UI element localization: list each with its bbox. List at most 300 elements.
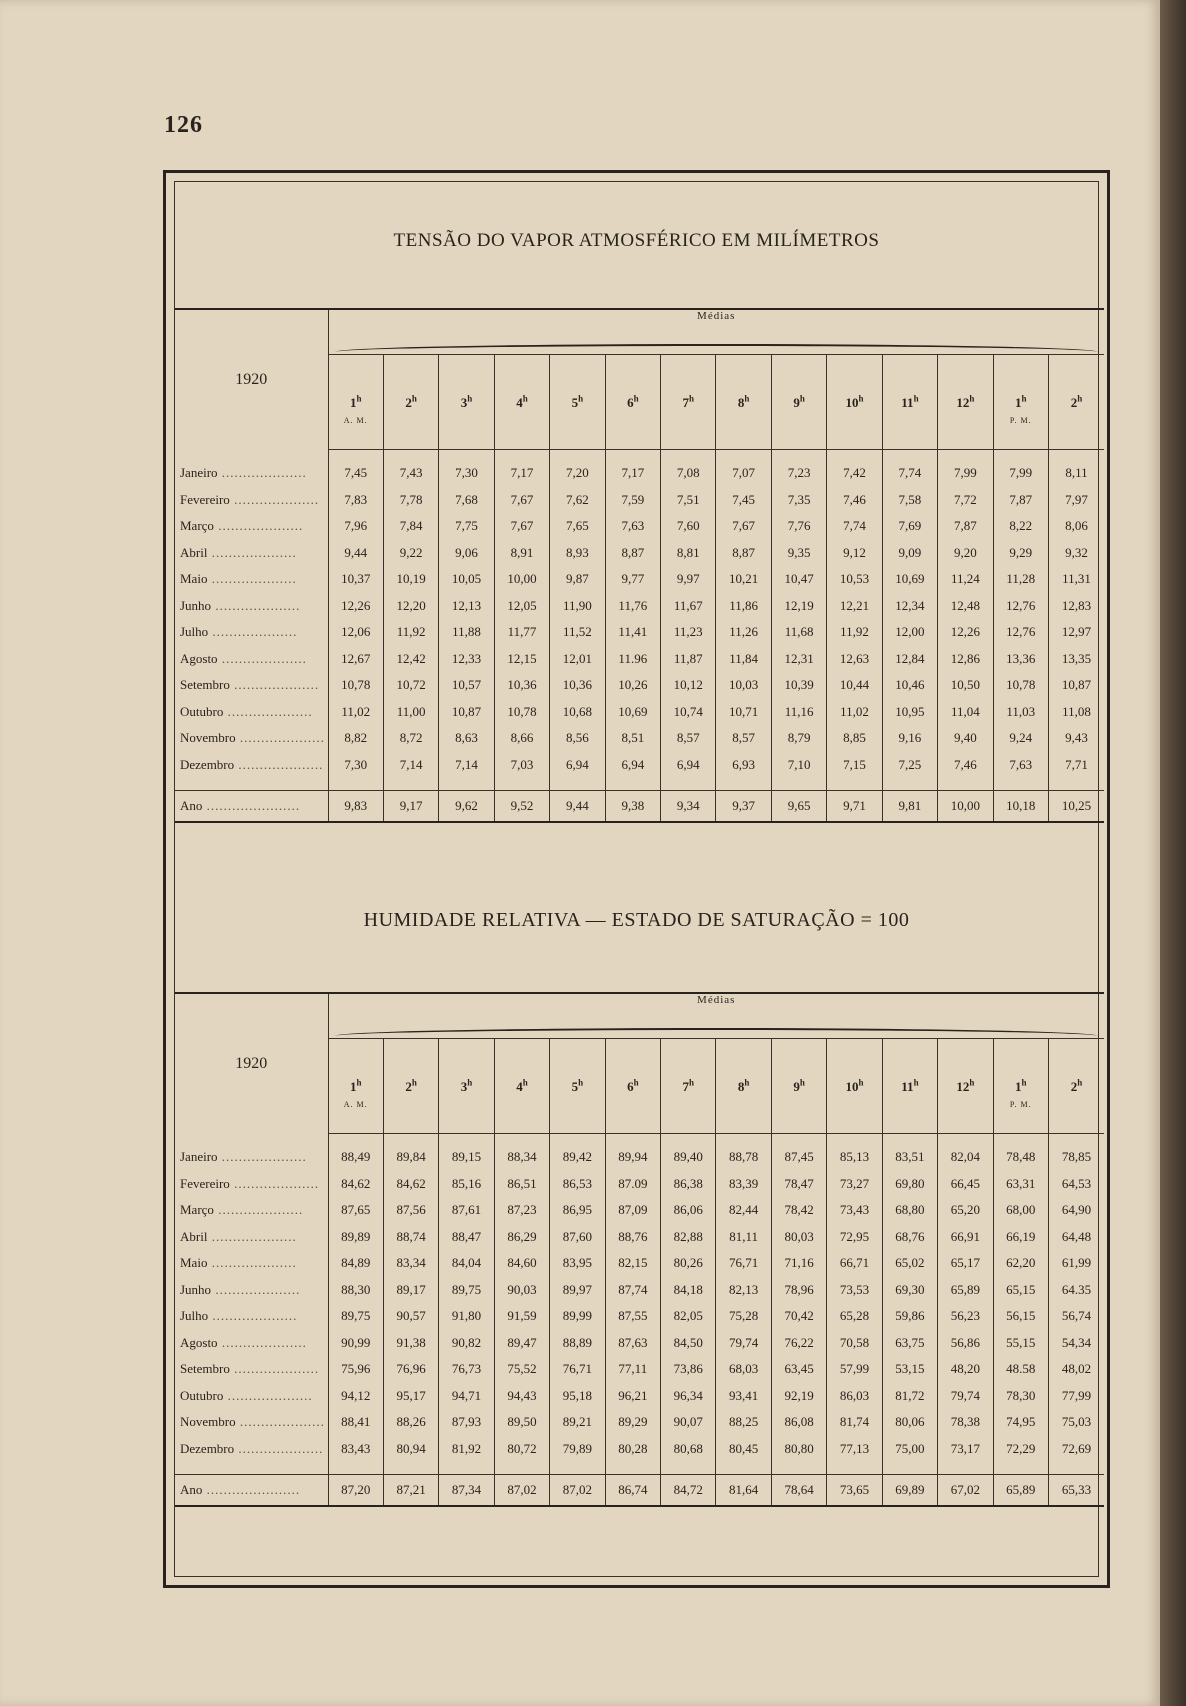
hour-header (771, 355, 826, 450)
value-cell: 90,57 (383, 1303, 438, 1330)
value-cell: 87,74 (605, 1277, 660, 1304)
value-cell: 8,51 (605, 725, 660, 752)
value-cell: 12,76 (993, 619, 1048, 646)
value-cell: 75,03 (1048, 1409, 1104, 1436)
value-cell: 12,33 (439, 646, 494, 673)
hour-label: 2$^h$ (405, 393, 417, 410)
value-cell: 89,75 (328, 1303, 383, 1330)
value-cell: 95,18 (550, 1383, 605, 1410)
month-label: Março .................... (175, 1197, 328, 1224)
value-cell: 7,65 (550, 513, 605, 540)
value-cell: 75,00 (882, 1436, 937, 1463)
value-cell: 72,29 (993, 1436, 1048, 1463)
value-cell: 96,21 (605, 1383, 660, 1410)
value-cell: 84,04 (439, 1250, 494, 1277)
hour-header (494, 355, 549, 450)
value-cell: 12,06 (328, 619, 383, 646)
value-cell: 7,63 (993, 752, 1048, 779)
leader-dots: .................... (207, 1228, 297, 1244)
value-cell: 89,50 (494, 1409, 549, 1436)
table-row (175, 1303, 1104, 1330)
table-row (175, 619, 1104, 646)
hour-label: 6$^h$ (627, 393, 639, 410)
value-cell: 91,80 (439, 1303, 494, 1330)
annual-value-cell: 81,64 (716, 1475, 771, 1507)
hour-header (605, 1039, 660, 1134)
hour-header (716, 1039, 771, 1134)
value-cell: 87,56 (383, 1197, 438, 1224)
leader-dots: .................... (211, 597, 301, 613)
value-cell: 10,05 (439, 566, 494, 593)
value-cell: 7,67 (494, 487, 549, 514)
value-cell: 80,94 (383, 1436, 438, 1463)
value-cell: 7,96 (328, 513, 383, 540)
month-label: Julho .................... (175, 619, 328, 646)
value-cell: 12,00 (882, 619, 937, 646)
value-cell: 86,38 (661, 1171, 716, 1198)
value-cell: 83,34 (383, 1250, 438, 1277)
annual-value-cell: 87,34 (439, 1475, 494, 1507)
value-cell: 73,86 (661, 1356, 716, 1383)
leader-dots: .................... (235, 1414, 325, 1430)
medias-label: Médias (697, 994, 736, 1006)
value-cell: 7,71 (1048, 752, 1104, 779)
value-cell: 56,86 (938, 1330, 993, 1357)
value-cell: 86,51 (494, 1171, 549, 1198)
annual-value-cell: 10,25 (1048, 791, 1104, 823)
month-label: Fevereiro .................... (175, 1171, 328, 1198)
annual-value-cell: 9,52 (494, 791, 549, 823)
value-cell: 89,94 (605, 1144, 660, 1171)
value-cell: 12,67 (328, 646, 383, 673)
table-row (175, 487, 1104, 514)
value-cell: 63,75 (882, 1330, 937, 1357)
value-cell: 64.35 (1048, 1277, 1104, 1304)
leader-dots: .................... (207, 544, 297, 560)
hour-header (383, 1039, 438, 1134)
value-cell: 7,69 (882, 513, 937, 540)
hour-label: 7$^h$ (682, 1077, 694, 1094)
value-cell: 80,06 (882, 1409, 937, 1436)
value-cell: 73,27 (827, 1171, 882, 1198)
value-cell: 11,00 (383, 699, 438, 726)
value-cell: 7,99 (993, 460, 1048, 487)
month-label: Janeiro .................... (175, 460, 328, 487)
value-cell: 66,19 (993, 1224, 1048, 1251)
value-cell: 10,26 (605, 672, 660, 699)
hour-label: 8$^h$ (737, 1077, 750, 1094)
value-cell: 48,02 (1048, 1356, 1104, 1383)
leader-dots: .................... (217, 465, 307, 481)
value-cell: 11,68 (771, 619, 826, 646)
leader-dots: .................... (229, 1361, 320, 1377)
value-cell: 68,80 (882, 1197, 937, 1224)
table-row (175, 1250, 1104, 1277)
value-cell: 10,78 (993, 672, 1048, 699)
hour-header (993, 1039, 1048, 1134)
month-label: Abril .................... (175, 540, 328, 567)
table-row (175, 1277, 1104, 1304)
annual-value-cell: 10,00 (938, 791, 993, 823)
value-cell: 11,02 (827, 699, 882, 726)
value-cell: 11,31 (1048, 566, 1104, 593)
value-cell: 84,62 (383, 1171, 438, 1198)
value-cell: 79,74 (716, 1330, 771, 1357)
hour-header (328, 1039, 383, 1134)
value-cell: 68,76 (882, 1224, 937, 1251)
annual-value-cell: 87,02 (550, 1475, 605, 1507)
value-cell: 78,42 (771, 1197, 826, 1224)
value-cell: 89,21 (550, 1409, 605, 1436)
value-cell: 87.09 (605, 1171, 660, 1198)
value-cell: 56,74 (1048, 1303, 1104, 1330)
value-cell: 79,89 (550, 1436, 605, 1463)
value-cell: 78,30 (993, 1383, 1048, 1410)
table-row (175, 1383, 1104, 1410)
value-cell: 7,07 (716, 460, 771, 487)
hour-header (550, 1039, 605, 1134)
hour-label: 1$^h$ (349, 393, 362, 410)
value-cell: 84,89 (328, 1250, 383, 1277)
value-cell: 84,62 (328, 1171, 383, 1198)
value-cell: 7,25 (882, 752, 937, 779)
value-cell: 8,85 (827, 725, 882, 752)
value-cell: 7,15 (827, 752, 882, 779)
medias-brace (335, 344, 1099, 352)
value-cell: 6,94 (605, 752, 660, 779)
hour-label: 7$^h$ (682, 393, 694, 410)
value-cell: 11,76 (605, 593, 660, 620)
hour-header (938, 1039, 993, 1134)
leader-dots: .................... (207, 571, 297, 587)
value-cell: 85,16 (439, 1171, 494, 1198)
annual-value-cell: 65,89 (993, 1475, 1048, 1507)
value-cell: 7,43 (383, 460, 438, 487)
table-row (175, 646, 1104, 673)
value-cell: 61,99 (1048, 1250, 1104, 1277)
value-cell: 70,58 (827, 1330, 882, 1357)
value-cell: 72,95 (827, 1224, 882, 1251)
value-cell: 9,09 (882, 540, 937, 567)
value-cell: 12,31 (771, 646, 826, 673)
medias-header (328, 993, 1104, 1039)
value-cell: 75,52 (494, 1356, 549, 1383)
value-cell: 92,19 (771, 1383, 826, 1410)
value-cell: 86,06 (661, 1197, 716, 1224)
table-row (175, 1197, 1104, 1224)
table-row (175, 1171, 1104, 1198)
value-cell: 7,10 (771, 752, 826, 779)
table-row (175, 752, 1104, 779)
month-label: Fevereiro .................... (175, 487, 328, 514)
hour-label: 11$^h$ (901, 393, 919, 410)
value-cell: 12,19 (771, 593, 826, 620)
month-label: Outubro .................... (175, 699, 328, 726)
value-cell: 70,42 (771, 1303, 826, 1330)
value-cell: 88,41 (328, 1409, 383, 1436)
value-cell: 9,35 (771, 540, 826, 567)
value-cell: 10,12 (661, 672, 716, 699)
value-cell: 10,19 (383, 566, 438, 593)
value-cell: 9,12 (827, 540, 882, 567)
value-cell: 11,87 (661, 646, 716, 673)
month-label: Maio .................... (175, 1250, 328, 1277)
value-cell: 10,00 (494, 566, 549, 593)
value-cell: 64,53 (1048, 1171, 1104, 1198)
value-cell: 88,74 (383, 1224, 438, 1251)
value-cell: 76,73 (439, 1356, 494, 1383)
value-cell: 7,63 (605, 513, 660, 540)
leader-dots: .................... (208, 624, 298, 640)
table-row (175, 1409, 1104, 1436)
value-cell: 85,13 (827, 1144, 882, 1171)
value-cell: 56,15 (993, 1303, 1048, 1330)
hour-label: 5$^h$ (571, 1077, 584, 1094)
medias-header (328, 309, 1104, 355)
value-cell: 8,82 (328, 725, 383, 752)
value-cell: 12,05 (494, 593, 549, 620)
month-label: Junho .................... (175, 1277, 328, 1304)
hour-period-note: A. M. (343, 1100, 368, 1109)
value-cell: 66,45 (938, 1171, 993, 1198)
hour-header (993, 355, 1048, 450)
value-cell: 9,87 (550, 566, 605, 593)
value-cell: 7,45 (716, 487, 771, 514)
value-cell: 89,17 (383, 1277, 438, 1304)
value-cell: 65,28 (827, 1303, 882, 1330)
value-cell: 7,51 (661, 487, 716, 514)
value-cell: 9,24 (993, 725, 1048, 752)
annual-value-cell: 9,44 (550, 791, 605, 823)
leader-dots: .................... (235, 730, 325, 746)
value-cell: 9,20 (938, 540, 993, 567)
value-cell: 8,87 (716, 540, 771, 567)
value-cell: 83,95 (550, 1250, 605, 1277)
hour-header (661, 1039, 716, 1134)
value-cell: 11,16 (771, 699, 826, 726)
value-cell: 65,20 (938, 1197, 993, 1224)
value-cell: 12,84 (882, 646, 937, 673)
annual-value-cell: 9,65 (771, 791, 826, 823)
leader-dots: .................... (208, 1308, 298, 1324)
value-cell: 87,09 (605, 1197, 660, 1224)
value-cell: 87,65 (328, 1197, 383, 1224)
value-cell: 90,99 (328, 1330, 383, 1357)
value-cell: 9,16 (882, 725, 937, 752)
value-cell: 89,75 (439, 1277, 494, 1304)
value-cell: 83,51 (882, 1144, 937, 1171)
hour-label: 4$^h$ (516, 393, 528, 410)
value-cell: 8,57 (716, 725, 771, 752)
value-cell: 71,16 (771, 1250, 826, 1277)
value-cell: 86,53 (550, 1171, 605, 1198)
leader-dots: .................... (217, 1334, 307, 1350)
value-cell: 81,72 (882, 1383, 937, 1410)
month-label: Abril .................... (175, 1224, 328, 1251)
value-cell: 8,56 (550, 725, 605, 752)
value-cell: 12,42 (383, 646, 438, 673)
hour-label: 1$^h$ (1015, 1077, 1027, 1094)
value-cell: 63,45 (771, 1356, 826, 1383)
hour-label: 12$^h$ (956, 393, 975, 410)
value-cell: 9,97 (661, 566, 716, 593)
value-cell: 77,13 (827, 1436, 882, 1463)
value-cell: 86,95 (550, 1197, 605, 1224)
value-cell: 84,50 (661, 1330, 716, 1357)
table-row (175, 725, 1104, 752)
value-cell: 7,45 (328, 460, 383, 487)
value-cell: 11,84 (716, 646, 771, 673)
value-cell: 7,30 (439, 460, 494, 487)
hour-header (494, 1039, 549, 1134)
medias-label: Médias (697, 310, 736, 322)
leader-dots: .................... (217, 650, 307, 666)
value-cell: 7,67 (716, 513, 771, 540)
value-cell: 66,91 (938, 1224, 993, 1251)
annual-value-cell: 9,17 (383, 791, 438, 823)
value-cell: 86,29 (494, 1224, 549, 1251)
value-cell: 77,11 (605, 1356, 660, 1383)
value-cell: 81,11 (716, 1224, 771, 1251)
value-cell: 10,21 (716, 566, 771, 593)
value-cell: 12,48 (938, 593, 993, 620)
annual-value-cell: 10,18 (993, 791, 1048, 823)
relative-humidity-table (175, 992, 1104, 1507)
value-cell: 87,93 (439, 1409, 494, 1436)
value-cell: 10,72 (383, 672, 438, 699)
value-cell: 10,44 (827, 672, 882, 699)
value-cell: 10,57 (439, 672, 494, 699)
value-cell: 48,20 (938, 1356, 993, 1383)
value-cell: 88,49 (328, 1144, 383, 1171)
value-cell: 10,71 (716, 699, 771, 726)
value-cell: 11,90 (550, 593, 605, 620)
value-cell: 93,41 (716, 1383, 771, 1410)
month-label: Junho .................... (175, 593, 328, 620)
value-cell: 12,26 (328, 593, 383, 620)
value-cell: 7,03 (494, 752, 549, 779)
annual-value-cell: 65,33 (1048, 1475, 1104, 1507)
value-cell: 10,74 (661, 699, 716, 726)
tables-inner-frame (174, 181, 1099, 1577)
value-cell: 57,99 (827, 1356, 882, 1383)
value-cell: 11,03 (993, 699, 1048, 726)
value-cell: 9,29 (993, 540, 1048, 567)
table-row (175, 1436, 1104, 1463)
value-cell: 11,41 (605, 619, 660, 646)
value-cell: 7,76 (771, 513, 826, 540)
value-cell: 65,02 (882, 1250, 937, 1277)
value-cell: 89,40 (661, 1144, 716, 1171)
leader-dots: .................... (229, 677, 320, 693)
hour-header (550, 355, 605, 450)
hour-label: 6$^h$ (627, 1077, 639, 1094)
leader-dots: .................... (217, 1149, 307, 1165)
value-cell: 64,90 (1048, 1197, 1104, 1224)
value-cell: 87,61 (439, 1197, 494, 1224)
value-cell: 7,46 (938, 752, 993, 779)
value-cell: 72,69 (1048, 1436, 1104, 1463)
annual-value-cell: 9,37 (716, 791, 771, 823)
month-label: Setembro .................... (175, 1356, 328, 1383)
leader-dots: .................... (211, 1281, 301, 1297)
value-cell: 12,83 (1048, 593, 1104, 620)
annual-value-cell: 87,20 (328, 1475, 383, 1507)
month-label: Dezembro .................... (175, 752, 328, 779)
hour-header (882, 355, 937, 450)
value-cell: 76,96 (383, 1356, 438, 1383)
value-cell: 76,71 (550, 1356, 605, 1383)
value-cell: 83,43 (328, 1436, 383, 1463)
value-cell: 95,17 (383, 1383, 438, 1410)
value-cell: 7,42 (827, 460, 882, 487)
value-cell: 7,08 (661, 460, 716, 487)
value-cell: 76,71 (716, 1250, 771, 1277)
value-cell: 9,44 (328, 540, 383, 567)
value-cell: 10,78 (328, 672, 383, 699)
annual-value-cell: 87,21 (383, 1475, 438, 1507)
annual-label: Ano ...................... (175, 1475, 328, 1507)
hour-header (882, 1039, 937, 1134)
month-label: Agosto .................... (175, 1330, 328, 1357)
hour-header (1048, 355, 1104, 450)
value-cell: 10,69 (605, 699, 660, 726)
hour-label: 9$^h$ (793, 393, 805, 410)
value-cell: 88,25 (716, 1409, 771, 1436)
hour-label: 2$^h$ (1070, 1077, 1083, 1094)
value-cell: 11.96 (605, 646, 660, 673)
value-cell: 6,94 (661, 752, 716, 779)
value-cell: 78,96 (771, 1277, 826, 1304)
value-cell: 89,42 (550, 1144, 605, 1171)
month-label: Dezembro .................... (175, 1436, 328, 1463)
value-cell: 7,74 (882, 460, 937, 487)
value-cell: 7,58 (882, 487, 937, 514)
value-cell: 78,38 (938, 1409, 993, 1436)
value-cell: 7,14 (439, 752, 494, 779)
value-cell: 8,72 (383, 725, 438, 752)
hour-header (439, 1039, 494, 1134)
annual-value-cell: 9,62 (439, 791, 494, 823)
value-cell: 10,87 (439, 699, 494, 726)
value-cell: 78,47 (771, 1171, 826, 1198)
value-cell: 8,81 (661, 540, 716, 567)
table-row (175, 566, 1104, 593)
value-cell: 7,67 (494, 513, 549, 540)
hour-header (771, 1039, 826, 1134)
value-cell: 12,63 (827, 646, 882, 673)
hour-header (383, 355, 438, 450)
leader-dots: .................... (234, 756, 324, 772)
value-cell: 10,53 (827, 566, 882, 593)
medias-brace (335, 1028, 1099, 1036)
hour-header (827, 355, 882, 450)
hour-label: 2$^h$ (405, 1077, 417, 1094)
table-row (175, 1330, 1104, 1357)
value-cell: 94,43 (494, 1383, 549, 1410)
value-cell: 88,47 (439, 1224, 494, 1251)
value-cell: 7,83 (328, 487, 383, 514)
value-cell: 12,01 (550, 646, 605, 673)
table-row (175, 1356, 1104, 1383)
hour-header (605, 355, 660, 450)
value-cell: 87,63 (605, 1330, 660, 1357)
value-cell: 68,03 (716, 1356, 771, 1383)
value-cell: 11,88 (439, 619, 494, 646)
value-cell: 84,18 (661, 1277, 716, 1304)
table-row (175, 460, 1104, 487)
annual-row (175, 1475, 1104, 1507)
